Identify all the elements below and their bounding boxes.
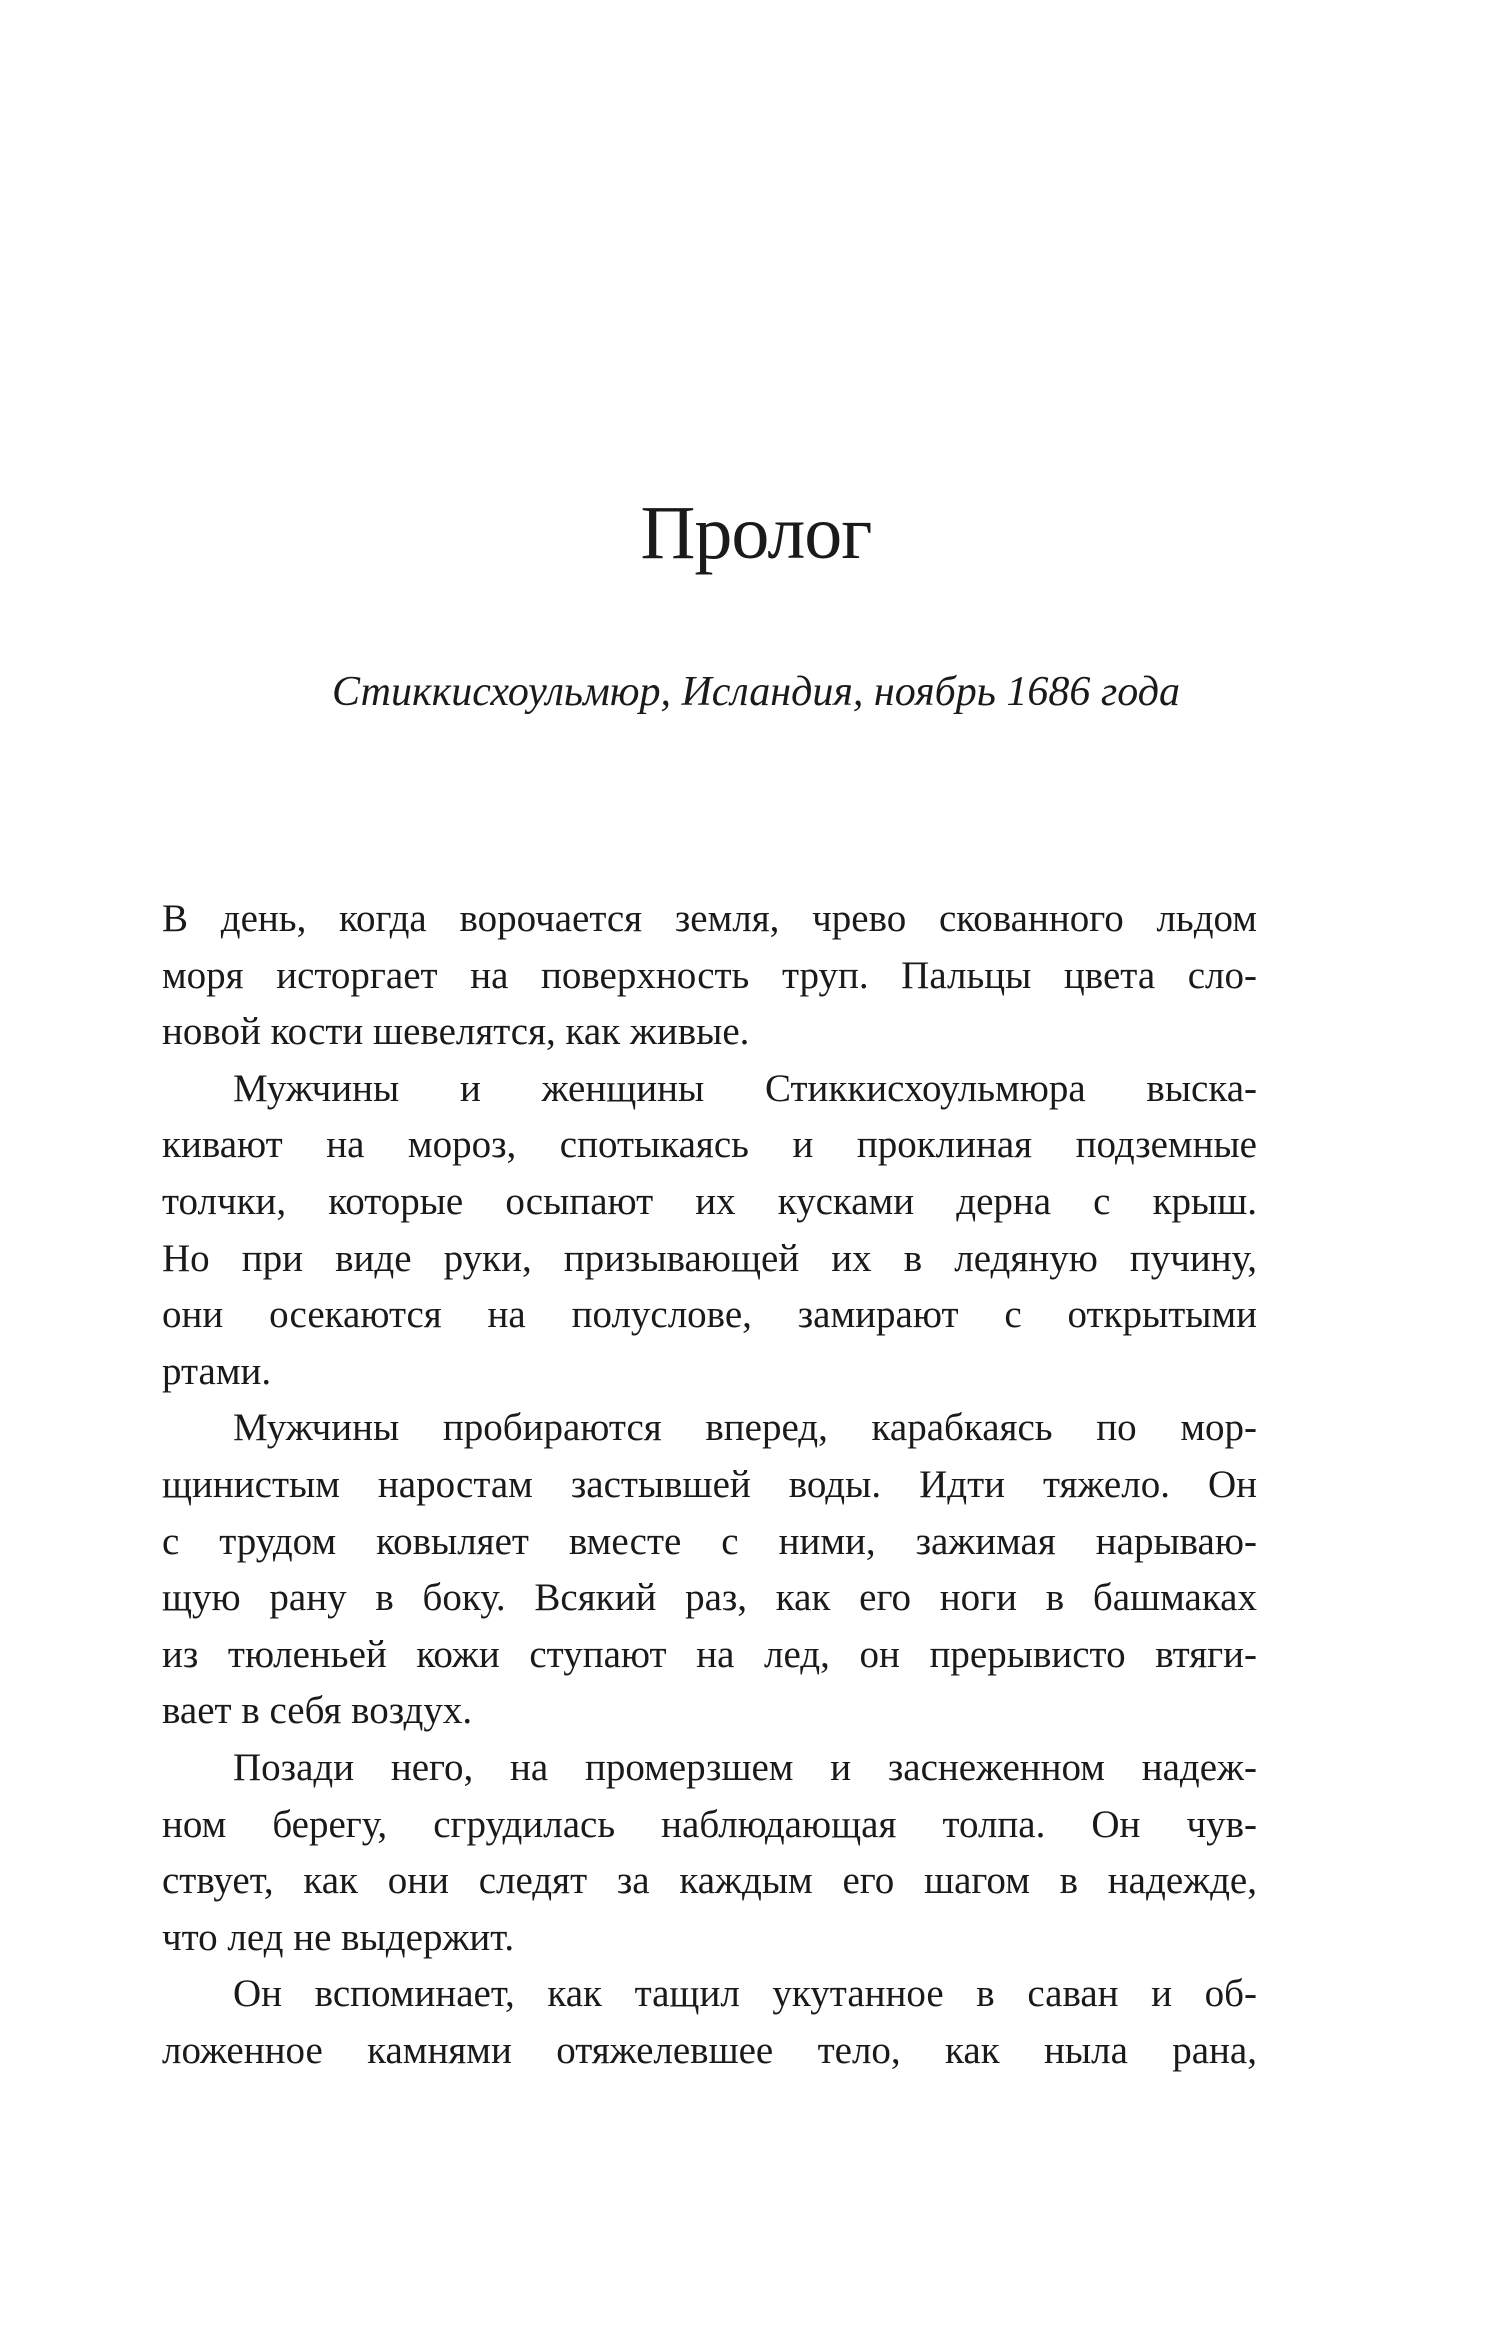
text-line: вает в себя воздух. [162,1689,473,1733]
body-text [162,891,1257,2079]
text-line: В день, когда ворочается земля, чрево скованного льдом [162,897,1257,940]
text-line: кивают на мороз, спотыкаясь и проклиная подземные [162,1123,1257,1167]
text-line: Но при виде руки, призывающей их в ледяную пучину, [162,1236,1257,1280]
text-line: Мужчины пробираются вперед, карабкаясь по мор- [233,1406,1257,1450]
chapter-subtitle: Стиккисхоульмюр, Исландия, ноябрь 1686 года [332,669,1180,715]
text-line: ртами. [162,1349,272,1393]
text-line: щинистым наростам застывшей воды. Идти тяжело. Он [162,1462,1257,1506]
text-line: они осекаются на полуслове, замирают с открытыми [162,1293,1257,1337]
text-line: Он вспоминает, как тащил укутанное в саван и об- [233,1972,1257,2016]
text-line: щую рану в боку. Всякий раз, как его ноги в башмаках [162,1576,1257,1620]
text-line: ствует, как они следят за каждым его шагом в надежде, [162,1859,1257,1903]
text-line: с трудом ковыляет вместе с ними, зажимая нарываю- [162,1519,1257,1563]
text-line: из тюленьей кожи ступают на лед, он прерывисто втяги- [162,1632,1257,1676]
text-line: ложенное камнями отяжелевшее тело, как ныла рана, [162,2028,1257,2072]
text-line: ном берегу, сгрудилась наблюдающая толпа. Он чув- [162,1802,1257,1846]
text-line: новой кости шевелятся, как живые. [162,1010,750,1054]
text-line: толчки, которые осыпают их кусками дерна с крыш. [162,1179,1257,1223]
text-line: Мужчины и женщины Стиккисхоульмюра выска- [233,1066,1257,1110]
text-line: моря исторгает на поверхность труп. Пальцы цвета сло- [162,953,1257,997]
chapter-title: Пролог [640,491,872,575]
text-line: что лед не выдержит. [162,1915,515,1959]
text-line: Позади него, на промерзшем и заснеженном надеж- [233,1745,1257,1789]
